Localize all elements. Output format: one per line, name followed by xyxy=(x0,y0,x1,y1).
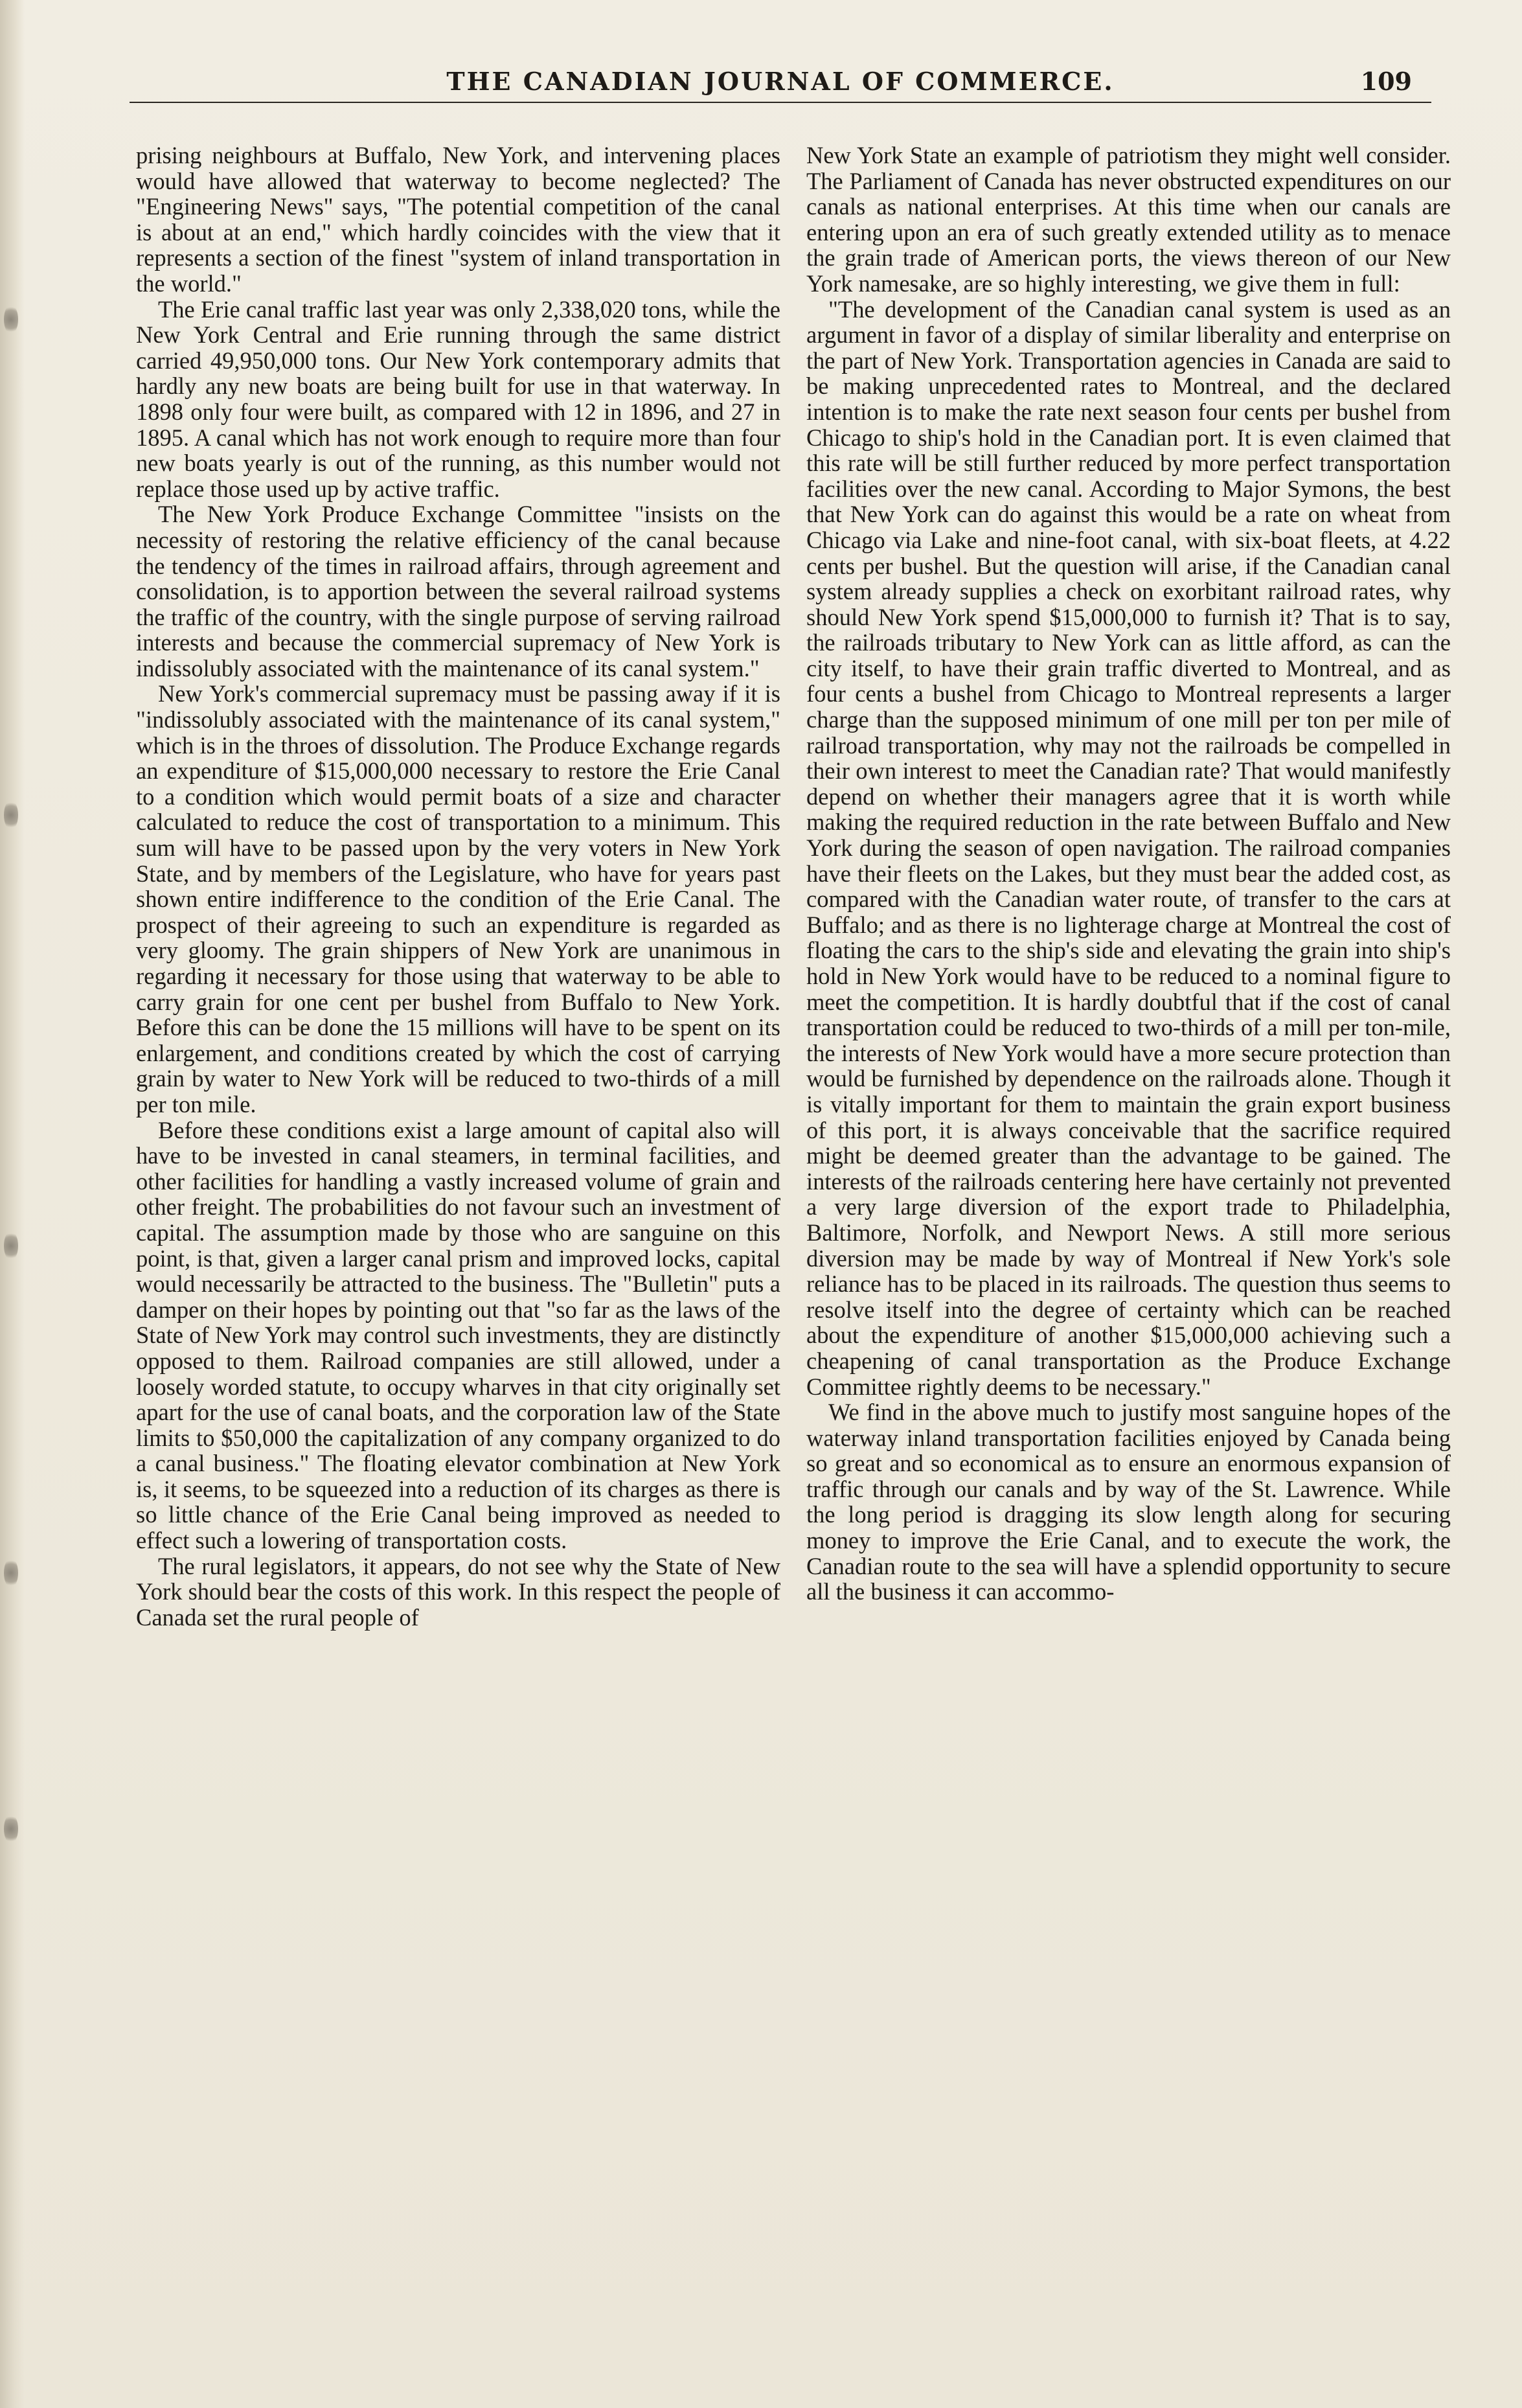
article-paragraph: We find in the above much to justify most sanguine hopes of the waterway inland transportation facilities enjoyed by Canada being so great and so economical as to ensure an enormous expansion of traffic through our canals and by way of the St. Lawrence. While the long period is dragging its slow length along for securing money to improve the Erie Canal, and to execute the work, the Canadian route to the sea will have a splendid opportunity to secure all the business it can accommo- xyxy=(806,1399,1451,1605)
page-binding-edge xyxy=(0,0,25,2408)
binding-hole xyxy=(4,304,18,334)
page-number: 109 xyxy=(1360,67,1412,96)
quoted-paragraph: "The development of the Canadian canal system is used as an argument in favor of a display of similar liberality and enterprise on the part of New York. Transportation agencies in Canada are said to be making unprecedented rates to Montreal, and the declared intention is to make the rate next season four cents per bushel from Chicago to ship's hold in the Canadian port. It is even claimed that this rate will be still further reduced by more perfect transportation facilities over the new canal. According to Major Symons, the best that New York can do against this would be a rate on wheat from Chicago via Lake and nine-foot canal, with six-boat fleets, at 4.22 cents per bushel. But the question will arise, if the Canadian canal system already supplies a check on exorbitant railroad rates, why should New York spend $15,000,000 to furnish it? That is to say, the railroads tributary to New York can as little afford, as can the city itself, to have their grain traffic diverted to Montreal, and as four cents a bushel from Chicago to Montreal represents a larger charge than the supposed minimum of one mill per ton per mile of railroad transportation, why may not the railroads be compelled in their own interest to meet the Canadian rate? That would manifestly depend on whether their managers agree that it is worth while making the required reduction in the rate between Buffalo and New York during the season of open navigation. The railroad companies have their fleets on the Lakes, but they must bear the added cost, as compared with the Canadian water route, of transfer to the cars at Buffalo; and as there is no lighterage charge at Montreal the cost of floating the cars to the ship's side and elevating the grain into ship's hold in New York would have to be reduced to a nominal figure to meet the competition. It is hardly doubtful that if the cost of canal transportation could be reduced to two-thirds of a mill per ton-mile, the interests of New York would have a more secure protection than would be furnished by dependence on the railroads alone. Though it is vitally important for them to maintain the grain export business of this port, it is always conceivable that the sacrifice required might be deemed greater than the advantage to be gained. The interests of the railroads centering here have certainly not prevented a very large diversion of the export trade to Philadelphia, Baltimore, Norfolk, and Newport News. A still more serious diversion may be made by way of Montreal if New York's sole reliance has to be placed in its railroads. The question thus seems to resolve itself into the degree of certainty which can be reached about the expenditure of another $15,000,000 achieving such a cheapening of canal transportation as the Produce Exchange Committee rightly deems to be necessary." xyxy=(806,295,1451,1400)
article-paragraph: The Erie canal traffic last year was only 2,338,020 tons, while the New York Central and Erie running through the same district carried 49,950,000 tons. Our New York contemporary admits that hardly any new boats are being built for use in that waterway. In 1898 only four were built, as compared with 12 in 1896, and 27 in 1895. A canal which has not work enough to require more than four new boats yearly is out of the running, as this number would not replace those used up by active traffic. xyxy=(136,295,780,502)
article-paragraph: New York's commercial supremacy must be passing away if it is "indissolubly associated with the maintenance of its canal system," which is in the throes of dissolution. The Produce Exchange regards an expenditure of $15,000,000 necessary to restore the Erie Canal to a condition which would permit boats of a size and character calculated to reduce the cost of transportation to a minimum. This sum will have to be passed upon by the very voters in New York State, and by members of the Legislature, who have for years past shown entire indifference to the condition of the Erie Canal. The prospect of their agreeing to such an expenditure is regarded as very gloomy. The grain shippers of New York are unanimous in regarding it necessary for those using that waterway to be able to carry grain for one cent per bushel from Buffalo to New York. Before this can be done the 15 millions will have to be spent on its enlargement, and conditions created by which the cost of carrying grain by water to New York will be reduced to two-thirds of a mill per ton mile. xyxy=(136,680,780,1118)
journal-title: THE CANADIAN JOURNAL OF COMMERCE. xyxy=(446,67,1115,96)
running-header xyxy=(130,55,1431,107)
article-paragraph: The rural legislators, it appears, do not see why the State of New York should bear the costs of this work. In this respect the people of Canada set the rural people of xyxy=(136,1552,780,1631)
header-rule xyxy=(130,102,1431,103)
right-column xyxy=(806,143,1451,2371)
binding-hole xyxy=(4,1814,18,1844)
binding-hole xyxy=(4,800,18,830)
binding-hole xyxy=(4,1231,18,1261)
article-paragraph: New York State an example of patriotism they might well consider. The Parliament of Canada has never obstructed expenditures on our canals as national enterprises. At this time when our canals are entering upon an era of such greatly extended utility as to menace the grain trade of American ports, the views thereon of our New York namesake, are so highly interesting, we give them in full: xyxy=(806,143,1451,297)
article-paragraph: prising neighbours at Buffalo, New York, and intervening places would have allowed that waterway to become neglected? The "Engineering News" says, "The potential competition of the canal is about at an end," which hardly coincides with the view that it represents a section of the finest "system of inland transportation in the world." xyxy=(136,143,780,297)
article-paragraph: Before these conditions exist a large amount of capital also will have to be invested in canal steamers, in terminal facilities, and other facilities for handling a vastly increased volume of grain and other freight. The probabilities do not favour such an investment of capital. The assumption made by those who are sanguine on this point, is that, given a larger canal prism and improved locks, capital would necessarily be attracted to the business. The "Bulletin" puts a damper on their hopes by pointing out that "so far as the laws of the State of New York may control such investments, they are distinctly opposed to them. Railroad companies are still allowed, under a loosely worded statute, to occupy wharves in that city originally set apart for the use of canal boats, and the corporation law of the State limits to $50,000 the capitalization of any company organized to do a canal business." The floating elevator combination at New York is, it seems, to be squeezed into a reduction of its charges as there is so little chance of the Erie Canal being improved as needed to effect such a lowering of transportation costs. xyxy=(136,1116,780,1554)
left-column xyxy=(136,143,780,2371)
binding-hole xyxy=(4,1558,18,1588)
article-paragraph: The New York Produce Exchange Committee "insists on the necessity of restoring the relative efficiency of the canal because the tendency of the times in railroad affairs, through agreement and consolidation, is to apportion between the several railroad systems the traffic of the country, with the single purpose of serving railroad interests and because the commercial supremacy of New York is indissolubly associated with the maintenance of its canal system." xyxy=(136,501,780,682)
